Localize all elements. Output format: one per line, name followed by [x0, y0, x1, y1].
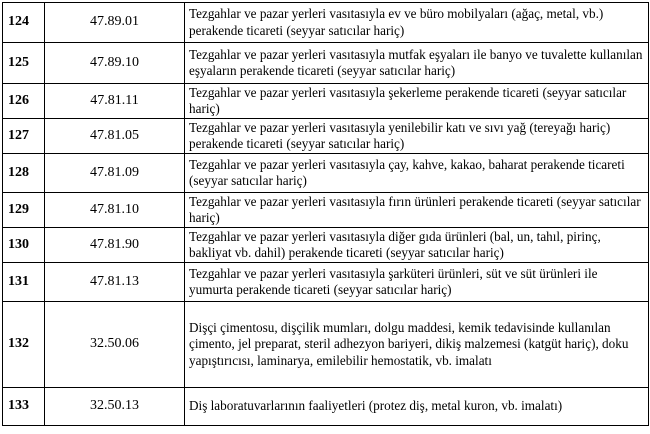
activity-code: 32.50.06	[45, 302, 185, 388]
activity-description: Tezgahlar ve pazar yerleri vasıtasıyla yenilebilir katı ve sıvı yağ (tereyağı hariç) perakende ticareti (seyyar satıcılar hariç)	[185, 119, 649, 154]
table-row	[3, 388, 649, 426]
activity-description: Tezgahlar ve pazar yerleri vasıtasıyla çay, kahve, kakao, baharat perakende ticareti (seyyar satıcılar hariç)	[185, 154, 649, 193]
activity-description: Tezgahlar ve pazar yerleri vasıtasıyla diğer gıda ürünleri (bal, un, tahıl, pirinç, bakliyat vb. dahil) perakende ticareti (seyyar satıcılar hariç)	[185, 228, 649, 263]
table-row	[3, 3, 649, 43]
table-row	[3, 302, 649, 388]
table-row	[3, 154, 649, 193]
activity-code: 47.81.90	[45, 228, 185, 263]
table-row	[3, 84, 649, 119]
row-number: 124	[3, 3, 45, 43]
row-number: 132	[3, 302, 45, 388]
activity-code: 47.81.13	[45, 263, 185, 302]
row-number: 133	[3, 388, 45, 426]
activity-description: Tezgahlar ve pazar yerleri vasıtasıyla ev ve büro mobilyaları (ağaç, metal, vb.) perakende ticareti (seyyar satıcılar hariç)	[185, 3, 649, 43]
row-number: 126	[3, 84, 45, 119]
row-number: 129	[3, 193, 45, 228]
activity-description: Tezgahlar ve pazar yerleri vasıtasıyla şekerleme perakende ticareti (seyyar satıcılar hariç)	[185, 84, 649, 119]
row-number: 130	[3, 228, 45, 263]
table-row	[3, 228, 649, 263]
activity-description: Tezgahlar ve pazar yerleri vasıtasıyla şarküteri ürünleri, süt ve süt ürünleri ile yumurta perakende ticareti (seyyar satıcılar hariç)	[185, 263, 649, 302]
activity-code-table	[2, 2, 649, 426]
table-row	[3, 43, 649, 84]
table-row	[3, 263, 649, 302]
activity-code: 47.81.05	[45, 119, 185, 154]
row-number: 125	[3, 43, 45, 84]
table-row	[3, 193, 649, 228]
activity-description: Diş laboratuvarlarının faaliyetleri (protez diş, metal kuron, vb. imalatı)	[185, 388, 649, 426]
activity-code: 32.50.13	[45, 388, 185, 426]
activity-description: Tezgahlar ve pazar yerleri vasıtasıyla fırın ürünleri perakende ticareti (seyyar satıcılar hariç)	[185, 193, 649, 228]
activity-code: 47.81.10	[45, 193, 185, 228]
activity-code: 47.81.09	[45, 154, 185, 193]
row-number: 131	[3, 263, 45, 302]
row-number: 127	[3, 119, 45, 154]
activity-description: Tezgahlar ve pazar yerleri vasıtasıyla mutfak eşyaları ile banyo ve tuvalette kullanılan eşyaların perakende ticareti (seyyar satıcılar hariç)	[185, 43, 649, 84]
row-number: 128	[3, 154, 45, 193]
activity-code: 47.89.10	[45, 43, 185, 84]
activity-code: 47.89.01	[45, 3, 185, 43]
activity-description: Dişçi çimentosu, dişçilik mumları, dolgu maddesi, kemik tedavisinde kullanılan çimento, jel preparat, steril adhezyon bariyeri, dikiş malzemesi (katgüt hariç), doku yapıştırıcısı, laminarya, emilebilir hemostatik, vb. imalatı	[185, 302, 649, 388]
activity-code: 47.81.11	[45, 84, 185, 119]
table-row	[3, 119, 649, 154]
